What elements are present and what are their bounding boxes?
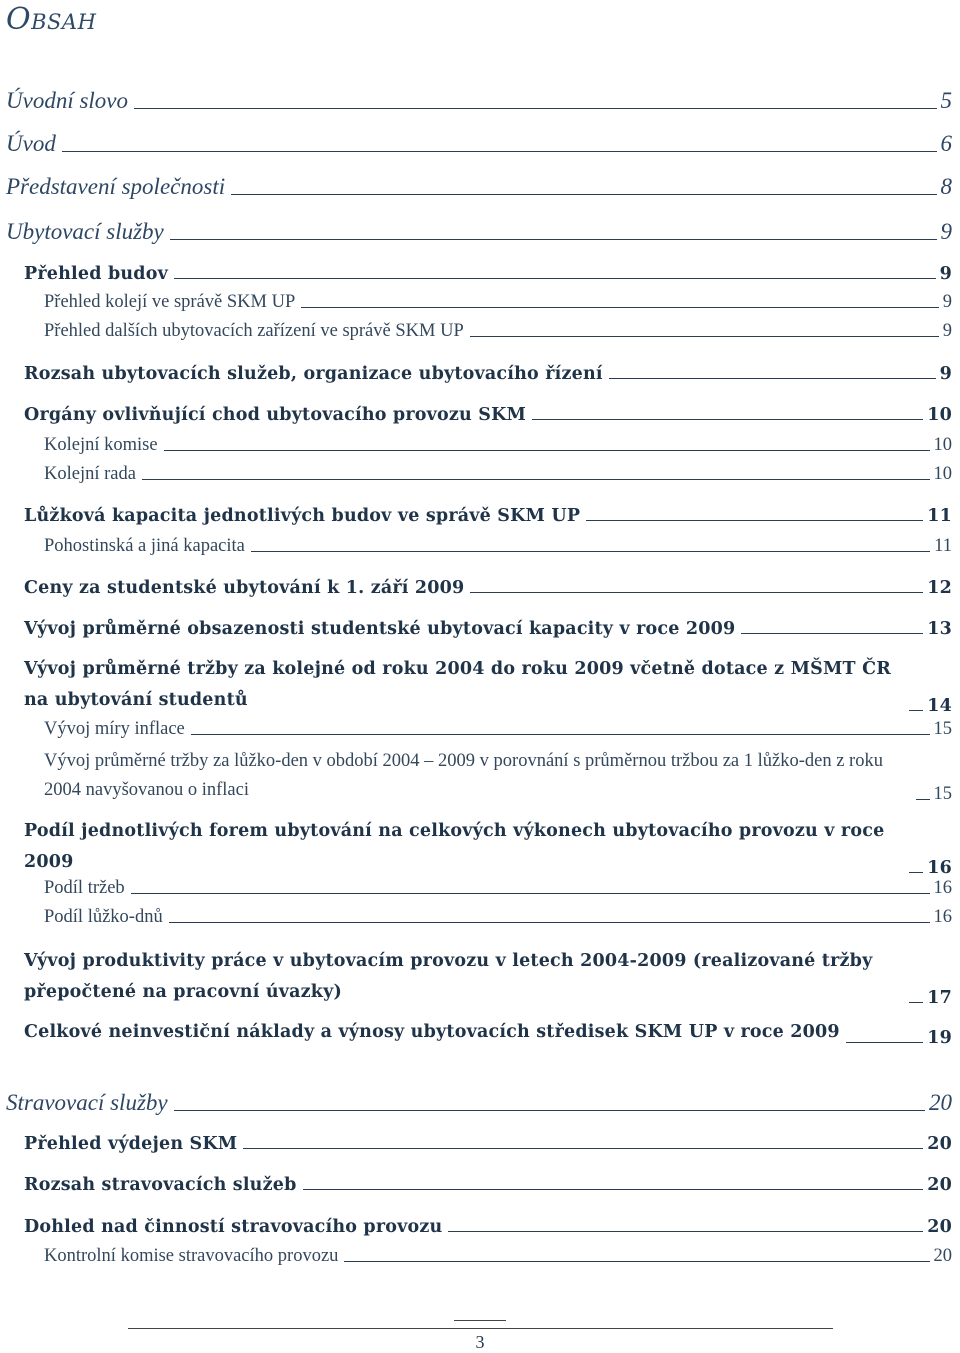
toc-entry-page: 15 (933, 719, 952, 739)
toc-entry[interactable] (6, 131, 952, 157)
toc-entry-title: Stravovací služby (6, 1090, 168, 1115)
toc-entry-title: Ubytovací služby (6, 219, 164, 244)
toc-entry[interactable] (24, 405, 952, 425)
toc-leader-line (470, 336, 939, 337)
toc-entry[interactable] (6, 219, 952, 245)
toc-leader-line (243, 1148, 923, 1149)
toc-entry[interactable] (24, 1017, 952, 1048)
toc-entry-page: 20 (929, 1090, 952, 1115)
toc-entry[interactable] (24, 578, 952, 598)
toc-entry[interactable] (24, 1217, 952, 1237)
toc-leader-line (846, 1042, 923, 1043)
toc-leader-line (303, 1189, 924, 1190)
toc-entry-title: Vývoj průměrné obsazenosti studentské ubytovací kapacity v roce 2009 (24, 619, 736, 639)
toc-entry-page: 10 (933, 435, 952, 455)
toc-leader-line (909, 872, 923, 873)
toc-entry-page: 15 (933, 784, 952, 804)
toc-entry[interactable] (24, 816, 952, 878)
toc-entry-title: Dohled nad činností stravovacího provozu (24, 1217, 443, 1237)
toc-entry-page: 9 (940, 219, 952, 244)
toc-leader-line (741, 633, 923, 634)
toc-entry-page: 8 (940, 174, 952, 199)
toc-leader-line (164, 450, 930, 451)
toc-leader-line (169, 922, 930, 923)
toc-entry-title: Úvodní slovo (6, 88, 129, 113)
toc-leader-line (251, 551, 930, 552)
toc-entry-page: 13 (927, 619, 952, 639)
footer-divider-tick (454, 1320, 506, 1321)
page-title: Obsah (6, 2, 97, 37)
toc-entry-page: 5 (940, 88, 952, 113)
toc-entry-page: 16 (933, 878, 952, 898)
toc-entry[interactable] (44, 747, 952, 805)
toc-entry-page: 9 (939, 264, 952, 284)
toc-entry-page: 9 (939, 364, 952, 384)
toc-entry-title: Podíl jednotlivých forem ubytování na celkových výkonech ubytovacího provozu v roce 2009 (24, 821, 885, 872)
toc-entry-page: 16 (927, 858, 952, 878)
toc-entry-page: 9 (942, 321, 952, 341)
toc-entry-title: Přehled budov (24, 264, 168, 284)
toc-entry-title: Kolejní rada (44, 464, 136, 484)
toc-entry-page: 20 (927, 1217, 952, 1237)
toc-entry-title: Přehled výdejen SKM (24, 1134, 238, 1154)
toc-entry-page: 9 (942, 292, 952, 312)
toc-entry-title: Rozsah stravovacích služeb (24, 1175, 297, 1195)
toc-entry-page: 6 (940, 131, 952, 156)
toc-entry-page: 20 (927, 1134, 952, 1154)
toc-leader-line (174, 1110, 925, 1111)
toc-entry-title: Vývoj míry inflace (44, 719, 185, 739)
toc-entry[interactable] (44, 464, 952, 485)
toc-entry-title: Podíl tržeb (44, 878, 125, 898)
toc-leader-line (170, 239, 937, 240)
toc-leader-line (131, 893, 930, 894)
toc-entry-page: 20 (933, 1246, 952, 1266)
toc-entry[interactable] (6, 1090, 952, 1116)
toc-entry-title: Pohostinská a jiná kapacita (44, 536, 245, 556)
toc-entry-title: Přehled dalších ubytovacích zařízení ve správě SKM UP (44, 321, 464, 341)
toc-leader-line (344, 1261, 929, 1262)
toc-entry-title: Kolejní komise (44, 435, 158, 455)
toc-entry[interactable] (44, 878, 952, 899)
toc-entry[interactable] (24, 364, 952, 384)
toc-entry[interactable] (24, 1134, 952, 1154)
toc-leader-line (174, 278, 936, 279)
toc-entry-page: 11 (927, 506, 952, 526)
toc-entry-page: 20 (927, 1175, 952, 1195)
toc-leader-line (191, 734, 930, 735)
toc-entry[interactable] (24, 264, 952, 284)
toc-leader-line (301, 307, 938, 308)
toc-entry-page: 19 (927, 1028, 952, 1048)
toc-entry[interactable] (24, 1175, 952, 1195)
toc-entry[interactable] (24, 619, 952, 639)
toc-entry-title: Přehled kolejí ve správě SKM UP (44, 292, 296, 312)
toc-leader-line (231, 194, 936, 195)
toc-entry[interactable] (44, 292, 952, 313)
toc-leader-line (134, 108, 936, 109)
toc-entry-title: Podíl lůžko-dnů (44, 907, 163, 927)
toc-entry-title: Rozsah ubytovacích služeb, organizace ubytovacího řízení (24, 364, 603, 384)
toc-entry-title: Celkové neinvestiční náklady a výnosy ubytovacích středisek SKM UP v roce 2009 (24, 1022, 840, 1042)
toc-leader-line (916, 799, 930, 800)
toc-leader-line (909, 1002, 923, 1003)
toc-entry-page: 10 (933, 464, 952, 484)
toc-entry-title: Vývoj průměrné tržby za lůžko-den v období 2004 – 2009 v porovnání s průměrnou tržbou za 1 lůžko-den z roku 2004 navyšovanou o inflaci (44, 751, 883, 800)
toc-entry-page: 14 (927, 696, 952, 716)
toc-leader-line (470, 592, 923, 593)
toc-entry-title: Vývoj produktivity práce v ubytovacím provozu v letech 2004-2009 (realizované tržby přepočtené na pracovní úvazky) (24, 951, 873, 1002)
toc-entry[interactable] (24, 654, 952, 716)
toc-leader-line (62, 151, 937, 152)
toc-entry-title: Lůžková kapacita jednotlivých budov ve správě SKM UP (24, 506, 581, 526)
toc-entry-title: Úvod (6, 131, 56, 156)
page-number: 3 (475, 1332, 485, 1352)
footer-divider (128, 1328, 833, 1329)
toc-entry[interactable] (24, 946, 952, 1008)
toc-entry-page: 17 (927, 988, 952, 1008)
toc-leader-line (532, 419, 923, 420)
toc-entry[interactable] (6, 174, 952, 200)
toc-leader-line (142, 479, 930, 480)
toc-entry[interactable] (44, 719, 952, 740)
toc-entry-title: Ceny za studentské ubytování k 1. září 2009 (24, 578, 465, 598)
toc-entry-title: Představení společnosti (6, 174, 226, 199)
toc-leader-line (448, 1231, 923, 1232)
toc-entry-page: 11 (934, 536, 952, 556)
toc-entry[interactable] (44, 435, 952, 456)
toc-entry-title: Vývoj průměrné tržby za kolejné od roku 2004 do roku 2009 včetně dotace z MŠMT ČR na ubytování studentů (24, 659, 891, 710)
toc-entry[interactable] (44, 536, 952, 557)
toc-entry-page: 12 (927, 578, 952, 598)
toc-leader-line (909, 710, 923, 711)
toc-entry-page: 16 (933, 907, 952, 927)
toc-entry[interactable] (24, 506, 952, 526)
toc-leader-line (609, 378, 936, 379)
toc-entry-page: 10 (927, 405, 952, 425)
toc-entry[interactable] (44, 321, 952, 342)
toc-entry-title: Kontrolní komise stravovacího provozu (44, 1246, 339, 1266)
toc-entry[interactable] (6, 88, 952, 114)
toc-entry[interactable] (44, 1246, 952, 1267)
toc-entry-title: Orgány ovlivňující chod ubytovacího provozu SKM (24, 405, 527, 425)
toc-entry[interactable] (44, 907, 952, 928)
toc-leader-line (586, 520, 923, 521)
